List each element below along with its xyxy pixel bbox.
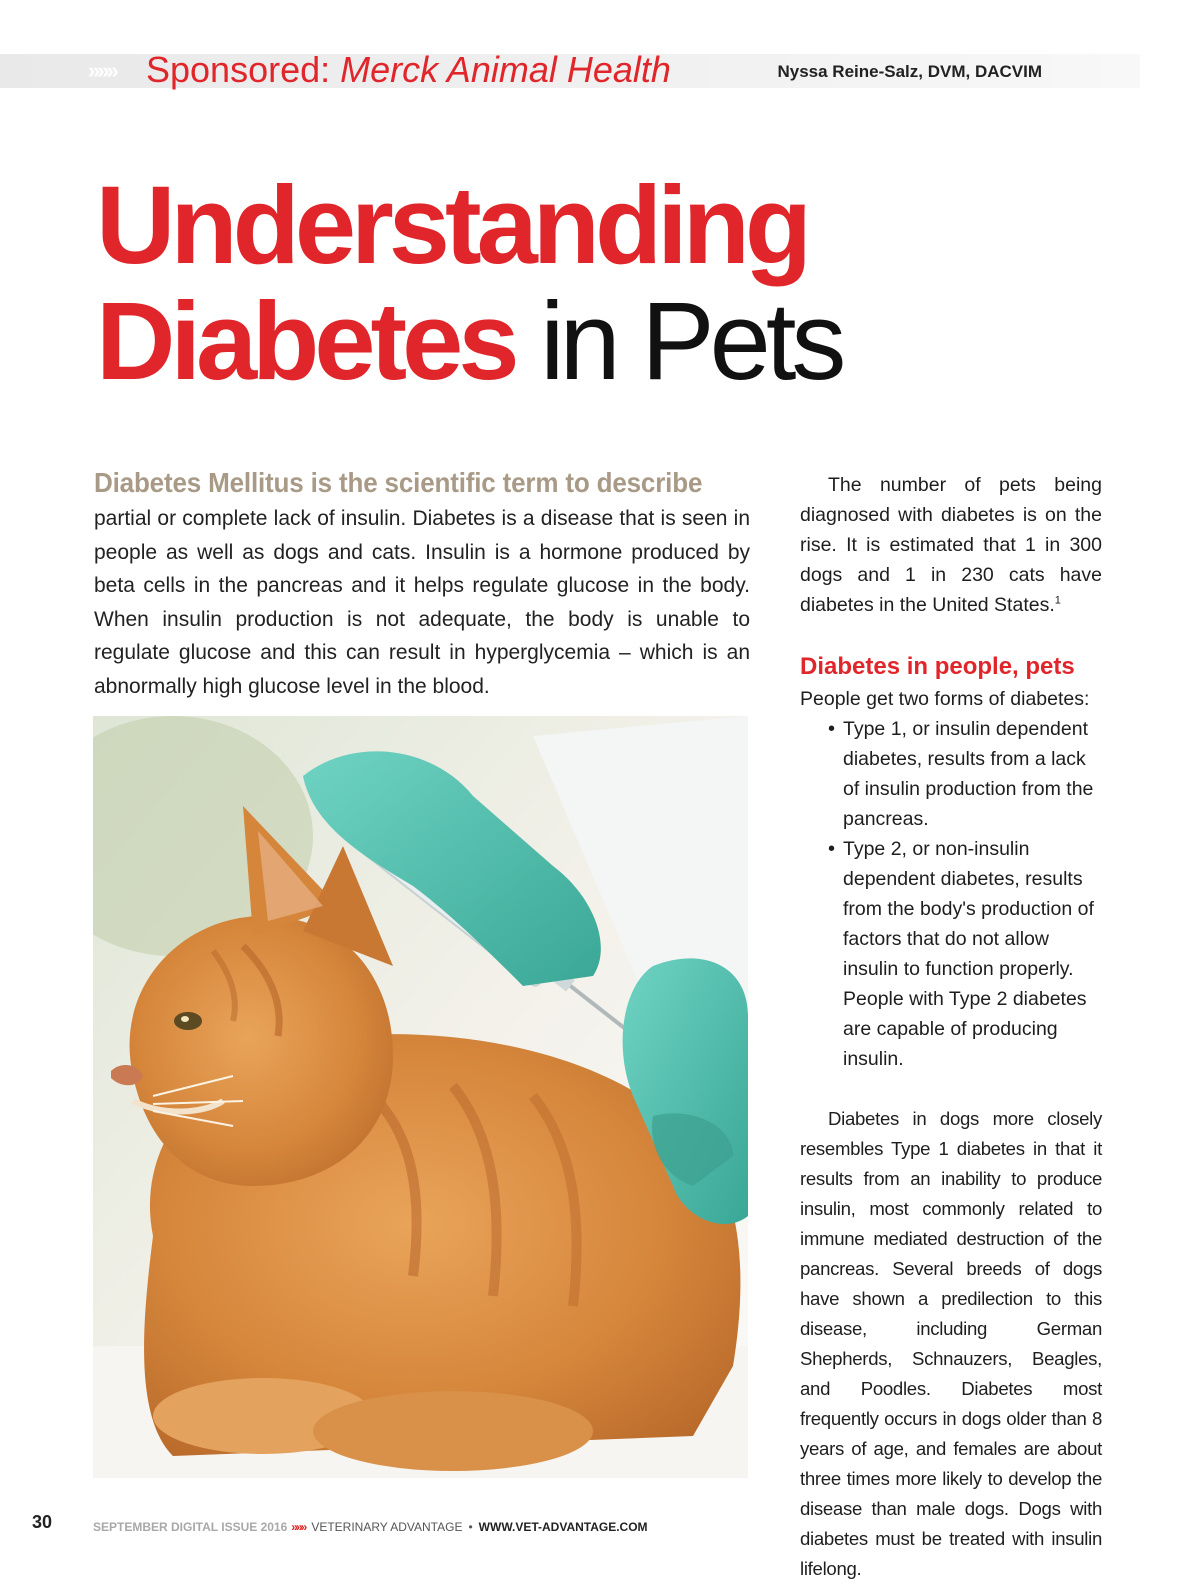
sponsor-banner <box>0 49 1140 90</box>
cat-eye-glint <box>181 1016 189 1022</box>
sponsor-name: Merck Animal Health <box>340 49 671 90</box>
sponsor-prefix: Sponsored: <box>146 49 341 90</box>
sponsor-label <box>146 50 671 90</box>
title-line-2-red: Diabetes <box>96 280 515 403</box>
title-line-2-black: in Pets <box>514 280 842 403</box>
footer-arrows: »»» <box>291 1520 306 1534</box>
lead-body: partial or complete lack of insulin. Diabetes is a disease that is seen in people as well as dogs and cats. Insulin is a hormone produced by beta cells in the pancreas and it helps regulate glucose in the body. When insulin production is not adequate, the body is unable to regulate glucose and this can result in hyperglycemia – which is an abnormally high glucose level in the blood. <box>94 507 750 698</box>
lead-kicker: Diabetes Mellitus is the scientific term to describe <box>94 467 703 498</box>
banner-arrows: »»» <box>88 58 116 83</box>
title-line-1: Understanding <box>96 164 808 287</box>
author-byline: Nyssa Reine-Salz, DVM, DACVIM <box>777 62 1042 81</box>
diabetes-types-list <box>800 714 1102 1074</box>
list-item-type-1: • Type 1, or insulin dependent diabetes, results from a lack of insulin production from the pancreas. <box>828 714 1102 834</box>
publication-name: VETERINARY ADVANTAGE <box>311 1520 463 1534</box>
right-column <box>800 470 1102 1584</box>
article-title <box>96 164 996 403</box>
footer-separator: • <box>468 1520 473 1534</box>
cat-head <box>130 916 393 1186</box>
cat-injection-photo <box>93 716 748 1478</box>
footnote-marker: 1 <box>1054 594 1061 607</box>
lead-paragraph <box>94 464 750 703</box>
page-footer <box>32 1512 1132 1542</box>
website-link[interactable]: WWW.VET-ADVANTAGE.COM <box>478 1520 648 1534</box>
list-item-type-2: • Type 2, or non-insulin dependent diabetes, results from the body's production of factors that do not allow insulin to function properly. People with Type 2 diabetes are capable of producing insulin. <box>828 834 1102 1074</box>
prevalence-text: The number of pets being diagnosed with diabetes is on the rise. It is estimated that 1 in 300 dogs and 1 in 230 cats have diabetes in the United States. <box>800 474 1102 616</box>
prevalence-paragraph <box>800 470 1102 620</box>
forms-intro: People get two forms of diabetes: <box>800 688 1090 710</box>
cat-eye <box>174 1012 202 1030</box>
cat-injection-illustration <box>93 716 748 1478</box>
dogs-paragraph: Diabetes in dogs more closely resembles Type 1 diabetes in that it results from an inability to produce insulin, most commonly related to immune mediated destruction of the pancreas. Several breeds of dogs have shown a predilection to this disease, including German Shepherds, Schnauzers, Beagles, and Poodles. Diabetes most frequently occurs in dogs older than 8 years of age, and females are about three times more likely to develop the disease than male dogs. Dogs with diabetes must be treated with insulin lifelong. <box>800 1108 1102 1579</box>
page-number: 30 <box>32 1512 53 1532</box>
issue-label: SEPTEMBER DIGITAL ISSUE 2016 <box>93 1520 288 1534</box>
section-heading: Diabetes in people, pets <box>800 653 1075 680</box>
footer-line <box>93 1520 648 1534</box>
cat-front-paw <box>313 1391 593 1471</box>
